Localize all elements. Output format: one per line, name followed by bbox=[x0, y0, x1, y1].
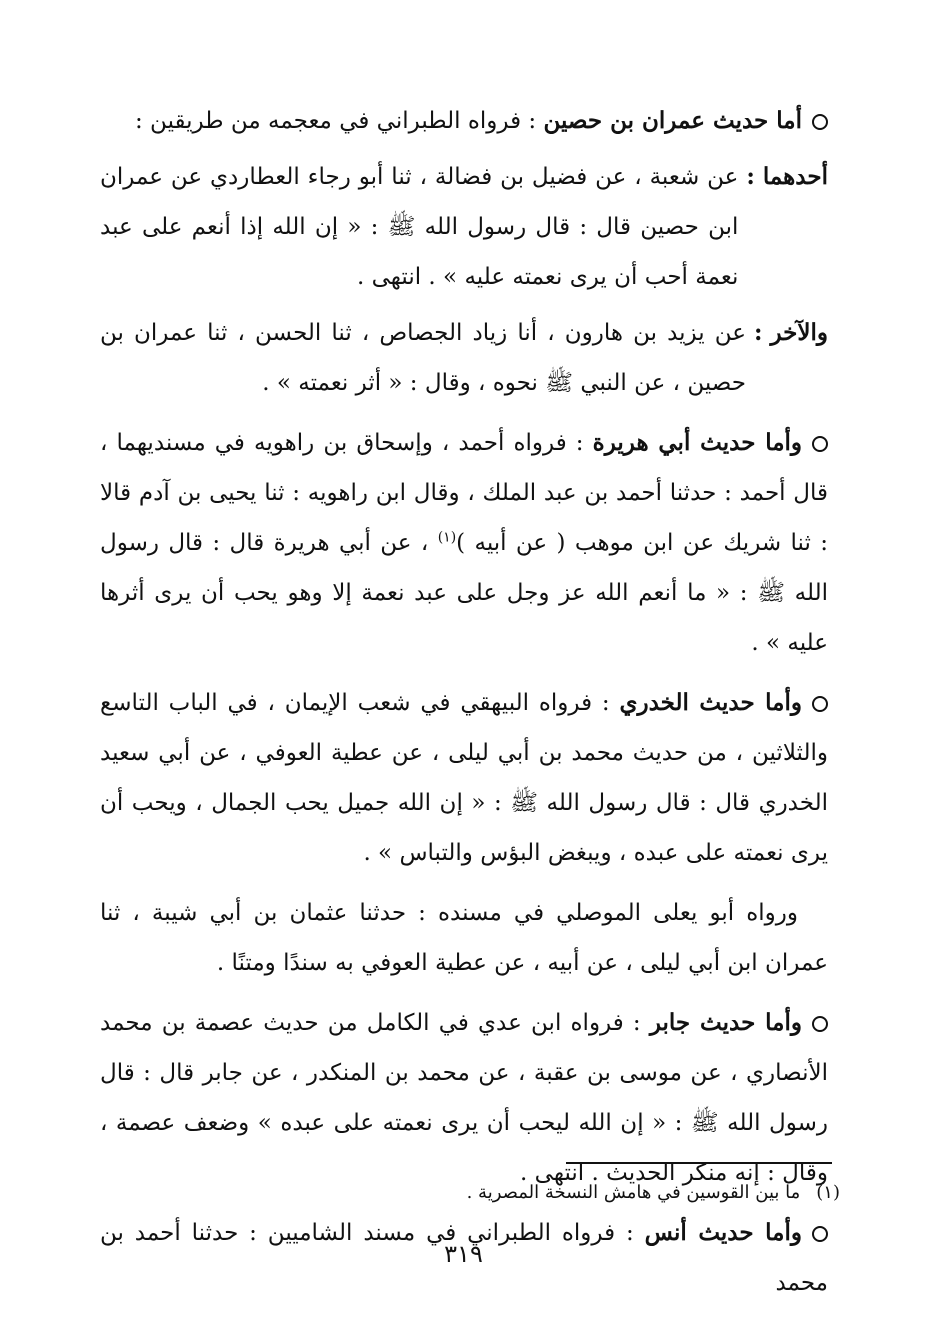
text-second-route: عن يزيد بن هارون ، أنا زياد الجصاص ، ثنا الحسن ، ثنا عمران بن حصين ، عن النبي ﷺ نحوه ، وقال : « أثر نعمته » . bbox=[100, 320, 746, 396]
text-imran: : فرواه الطبراني في معجمه من طريقين : bbox=[135, 108, 537, 134]
paragraph-imran bbox=[100, 96, 828, 146]
paragraph-khudri bbox=[100, 678, 828, 878]
heading-khudri: وأما حديث الخدري bbox=[619, 689, 802, 716]
page-body bbox=[100, 96, 828, 1318]
circle-bullet-icon bbox=[812, 1016, 828, 1032]
paragraph-abu-hurayra bbox=[100, 418, 828, 668]
label-first-route: أحدهما : bbox=[746, 163, 828, 190]
text-abu-hurayra-a: : فرواه أحمد ، وإسحاق بن راهويه في مسنديهما ، قال أحمد : حدثنا أحمد بن عبد الملك ، وقال ابن راهويه : ثنا يحيى بن آدم قالا : ثنا شريك عن ابن موهب ( عن أبيه ) bbox=[100, 430, 829, 556]
footnote bbox=[300, 1178, 840, 1208]
footnote-text: ما بين القوسين في هامش النسخة المصرية . bbox=[466, 1182, 801, 1203]
text-khudri: : فرواه البيهقي في شعب الإيمان ، في الباب التاسع والثلاثين ، من حديث محمد بن أبي ليلى ، عن عطية العوفي ، عن أبي سعيد الخدري قال : قال رسول الله ﷺ : « إن الله جميل يحب الجمال ، ويحب أن يرى نعمته على عبده ، ويبغض البؤس والتباس » . bbox=[100, 690, 828, 866]
paragraph-jabir bbox=[100, 998, 828, 1198]
text-abu-hurayra-b: ، عن أبي هريرة قال : قال رسول الله ﷺ : « ما أنعم الله عز وجل على عبد نعمة إلا وهو يحب أن يرى أثرها عليه » . bbox=[100, 530, 828, 656]
footnote-reference[interactable]: (١) bbox=[437, 529, 457, 546]
heading-imran: أما حديث عمران بن حصين bbox=[543, 107, 802, 134]
circle-bullet-icon bbox=[812, 696, 828, 712]
footnote-divider bbox=[566, 1162, 832, 1164]
label-second-route: والآخر : bbox=[753, 319, 828, 346]
heading-anas: وأما حديث أنس bbox=[644, 1219, 803, 1246]
text-abu-yala: ورواه أبو يعلى الموصلي في مسنده : حدثنا عثمان بن أبي شيبة ، ثنا عمران ابن أبي ليلى ، عن أبيه ، عن عطية العوفي به سندًا ومتنًا . bbox=[100, 900, 828, 976]
text-anas: : فرواه الطبراني في مسند الشاميين : حدثنا أحمد بن محمد bbox=[100, 1220, 828, 1296]
heading-abu-hurayra: وأما حديث أبي هريرة bbox=[592, 429, 803, 456]
heading-jabir: وأما حديث جابر bbox=[649, 1009, 802, 1036]
circle-bullet-icon bbox=[812, 114, 828, 130]
circle-bullet-icon bbox=[812, 436, 828, 452]
text-jabir: : فرواه ابن عدي في الكامل من حديث عصمة بن محمد الأنصاري ، عن موسى بن عقبة ، عن محمد بن المنكدر ، عن جابر قال : قال رسول الله ﷺ : « إن الله ليحب أن يرى نعمته على عبده » وضعف عصمة ، وقال : إنه منكر الحديث . انتهى . bbox=[100, 1010, 828, 1186]
page-number: ٣١٩ bbox=[444, 1240, 483, 1268]
paragraph-abu-yala bbox=[100, 888, 828, 988]
paragraph-second-route bbox=[100, 308, 828, 408]
footnote-number: (١) bbox=[816, 1182, 840, 1203]
text-first-route: عن شعبة ، عن فضيل بن فضالة ، ثنا أبو رجاء العطاردي عن عمران ابن حصين قال : قال رسول الله ﷺ : « إن الله إذا أنعم على عبد نعمة أحب أن يرى نعمته عليه » . انتهى . bbox=[100, 164, 739, 290]
paragraph-first-route bbox=[100, 152, 828, 302]
